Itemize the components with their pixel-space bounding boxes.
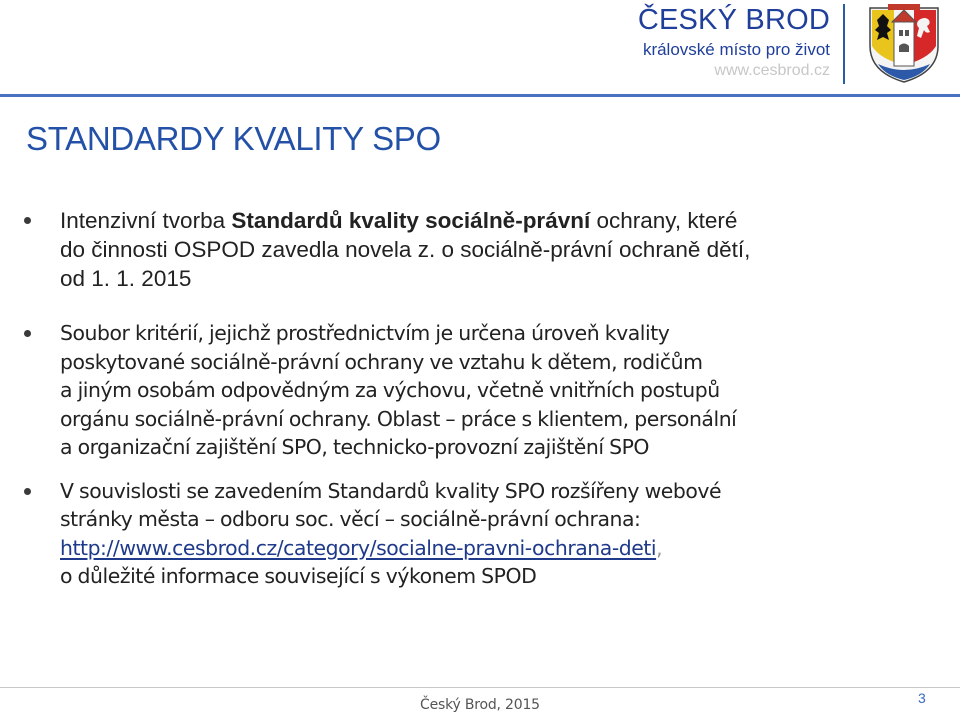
top-rule (0, 94, 960, 97)
footer-text: Český Brod, 2015 (420, 697, 540, 713)
bullet-2-line-4: orgánu sociálně-právní ochrany. Oblast – práce s klientem, personální (60, 406, 737, 431)
link-comma: , (656, 535, 663, 560)
bullet-item-3 (0, 477, 960, 591)
bullet-1-line-1: Intenzivní tvorba Standardů kvality sociálně-právní ochrany, které (60, 208, 738, 233)
bullet-3-line-1: V souvislosti se zavedením Standardů kvality SPO rozšířeny webové (60, 478, 722, 503)
coat-of-arms-icon (864, 2, 944, 84)
header-divider (843, 4, 845, 84)
bullet-1-line-3: od 1. 1. 2015 (60, 266, 192, 291)
bullet-dot (24, 217, 31, 224)
brand-name: ČESKÝ BROD (637, 4, 830, 36)
bullet-2-line-5: a organizační zajištění SPO, technicko-provozní zajištění SPO (60, 435, 650, 459)
brand-tagline: královské místo pro život (642, 40, 830, 59)
bullet-dot (24, 488, 31, 495)
brand-url: www.cesbrod.cz (714, 62, 830, 79)
bullet-3-line-4: o důležité informace související s výkonem SPOD (60, 564, 537, 588)
bullet-3-line-2: stránky města – odboru soc. věcí – sociálně-právní ochrana: (60, 507, 641, 531)
bullet-item-1 (0, 206, 960, 293)
bullet-list (0, 206, 960, 591)
bullet-dot (24, 330, 31, 337)
bullet-2-line-1: Soubor kritérií, jejichž prostřednictvím je určena úroveň kvality (60, 321, 670, 345)
page-number: 3 (918, 690, 926, 706)
bottom-rule (0, 687, 960, 688)
bullet-3-line-3 (60, 534, 950, 563)
web-link[interactable]: http://www.cesbrod.cz/category/socialne-pravni-ochrana-deti (60, 535, 657, 560)
header-brand (638, 4, 830, 81)
bullet-1-bold: Standardů kvality sociálně-právní (231, 208, 591, 233)
bullet-2-line-2: poskytované sociálně-právní ochrany ve vztahu k dětem, rodičům (60, 349, 703, 374)
bullet-item-2 (0, 319, 960, 462)
slide-title: STANDARDY KVALITY SPO (26, 120, 441, 157)
bullet-1-line-2: do činnosti OSPOD zavedla novela z. o sociálně-právní ochraně dětí, (60, 237, 751, 262)
bullet-2-line-3: a jiným osobám odpovědným za výchovu, včetně vnitřních postupů (60, 378, 720, 402)
